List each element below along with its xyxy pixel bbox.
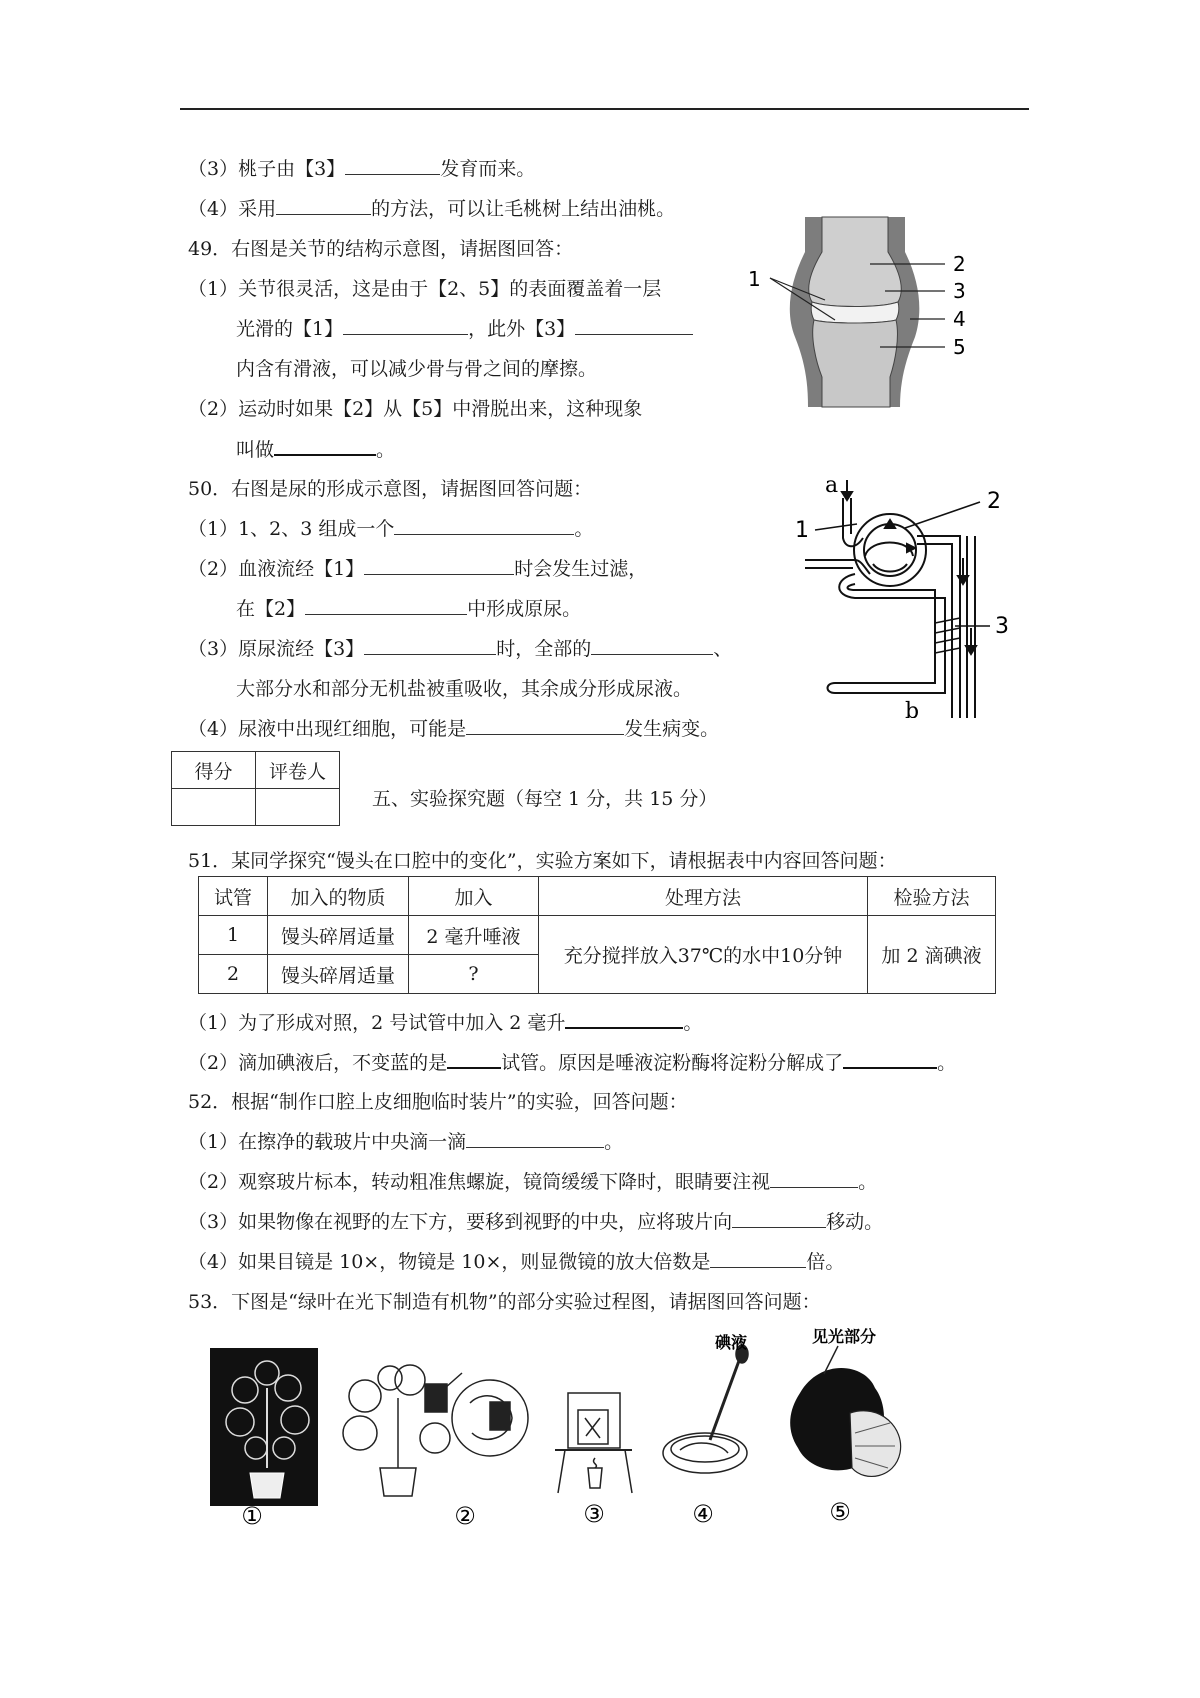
step-label-1: ① (241, 1502, 263, 1528)
nephron-label-3: 3 (995, 614, 1009, 639)
step-label-2: ② (454, 1502, 476, 1528)
joint-label-1: 1 (748, 267, 761, 291)
q51-title: 51．某同学探究“馒头在口腔中的变化”，实验方案如下，请根据表中内容回答问题： (188, 850, 897, 872)
score-header: 得分 (172, 752, 256, 789)
iodine-label: 碘液 (715, 1333, 748, 1352)
row1-tube: 1 (199, 916, 268, 955)
q51-2: （2）滴加碘液后，不变蓝的是 试管。原因是唾液淀粉酶将淀粉分解成了 。 (188, 1049, 956, 1076)
joint-diagram (740, 212, 1005, 412)
lit-part-label: 见光部分 (812, 1327, 877, 1346)
q52-title: 52．根据“制作口腔上皮细胞临时装片”的实验，回答问题： (188, 1091, 688, 1113)
joint-label-2: 2 (953, 252, 966, 276)
q50-2a: （2）血液流经【1】 时会发生过滤， (188, 558, 648, 580)
q50-title: 50．右图是尿的形成示意图，请据图回答问题： (188, 478, 593, 500)
q49-title: 49．右图是关节的结构示意图，请据图回答： (188, 238, 574, 260)
q52-3: （3）如果物像在视野的左下方，要移到视野的中央，应将玻片向 移动。 (188, 1211, 884, 1233)
joint-label-5: 5 (953, 335, 966, 359)
q48-3: （3）桃子由【3】 发育而来。 (188, 158, 536, 180)
row1-substance: 馒头碎屑适量 (268, 916, 409, 955)
row2-substance: 馒头碎屑适量 (268, 955, 409, 994)
score-table (171, 751, 340, 826)
step-label-5: ⑤ (829, 1498, 851, 1526)
joint-label-4: 4 (953, 307, 966, 331)
row2-tube: 2 (199, 955, 268, 994)
table-header-row (199, 877, 996, 916)
grader-cell[interactable] (256, 789, 340, 826)
q53-title: 53．下图是“绿叶在光下制造有机物”的部分实验过程图，请据图回答问题： (188, 1291, 821, 1313)
step4-iodine-dish (663, 1345, 748, 1473)
section-5-title: 五、实验探究题（每空 1 分，共 15 分） (372, 788, 718, 810)
step1-dark-plant (210, 1348, 318, 1506)
table-row (199, 916, 996, 955)
nephron-diagram (795, 478, 1025, 718)
q48-4: （4）采用 的方法，可以让毛桃树上结出油桃。 (188, 198, 676, 220)
nephron-label-b: b (905, 699, 920, 718)
q51-1: （1）为了形成对照，2 号试管中加入 2 毫升 。 (188, 1009, 702, 1036)
q50-4: （4）尿液中出现红细胞，可能是 发生病变。 (188, 718, 720, 740)
joint-label-3: 3 (953, 279, 966, 303)
score-cell[interactable] (172, 789, 256, 826)
step2-covered-leaf (343, 1365, 528, 1496)
test-method: 加 2 滴碘液 (868, 916, 996, 994)
step-label-3: ③ (583, 1500, 605, 1528)
process-method: 充分搅拌放入37℃的水中10分钟 (539, 916, 868, 994)
th-add: 加入 (409, 877, 539, 916)
step-label-4: ④ (692, 1500, 714, 1528)
nephron-label-1: 1 (795, 518, 809, 543)
q49-2a: （2）运动时如果【2】从【5】中滑脱出来，这种现象 (188, 398, 643, 420)
q49-1a: （1）关节很灵活，这是由于【2、5】的表面覆盖着一层 (188, 278, 662, 300)
photosynthesis-steps-figure (200, 1318, 1000, 1528)
row1-add: 2 毫升唾液 (409, 916, 539, 955)
q52-4: （4）如果目镜是 10×，物镜是 10×，则显微镜的放大倍数是 倍。 (188, 1251, 845, 1273)
step3-heating-beaker (555, 1393, 632, 1493)
q52-1: （1）在擦净的载玻片中央滴一滴 。 (188, 1131, 624, 1153)
q49-1b: 光滑的【1】 ，此外【3】 (236, 316, 693, 342)
row2-add: ? (409, 955, 539, 994)
q49-1c: 内含有滑液，可以减少骨与骨之间的摩擦。 (236, 358, 598, 380)
nephron-label-2: 2 (987, 489, 1001, 514)
grader-header: 评卷人 (256, 752, 340, 789)
th-substance: 加入的物质 (268, 877, 409, 916)
header-rule (180, 108, 1029, 110)
th-test: 检验方法 (868, 877, 996, 916)
th-process: 处理方法 (539, 877, 868, 916)
q50-3a: （3）原尿流经【3】 时，全部的 、 (188, 638, 733, 660)
q50-3b: 大部分水和部分无机盐被重吸收，其余成分形成尿液。 (236, 678, 693, 700)
q50-2b: 在【2】 中形成原尿。 (236, 598, 582, 620)
nephron-label-a: a (825, 478, 839, 498)
th-tube: 试管 (199, 877, 268, 916)
q50-1: （1）1、2、3 组成一个 。 (188, 518, 594, 540)
step5-stained-leaf (790, 1346, 900, 1476)
q52-2: （2）观察玻片标本，转动粗准焦螺旋，镜筒缓缓下降时，眼睛要注视 。 (188, 1171, 878, 1193)
experiment-table (198, 876, 996, 994)
q49-2b: 叫做 。 (236, 436, 395, 463)
